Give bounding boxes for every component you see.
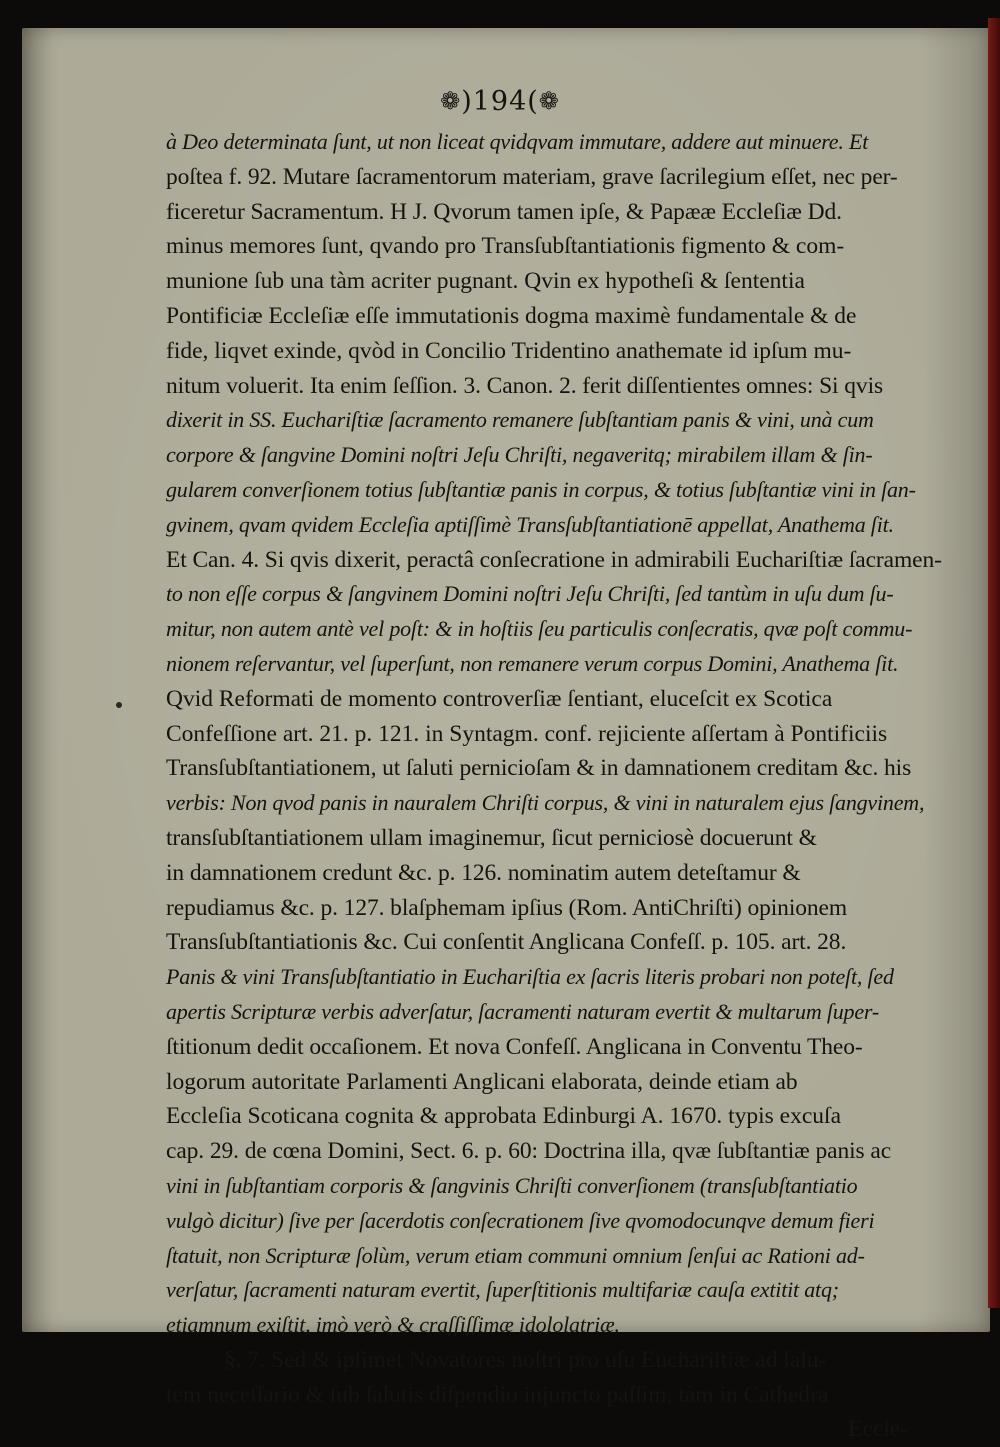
text-line: mitur, non autem antè vel poſt: & in hoſtiis ſeu particulis conſecratis, qvæ poſt commu- [166, 616, 913, 642]
text-line: Pontificiæ Eccleſiæ eſſe immutationis dogma maximè fundamentale & de [166, 302, 857, 329]
text-line: ficeretur Sacramentum. H J. Qvorum tamen ipſe, & Papææ Eccleſiæ Dd. [166, 198, 842, 225]
gutter-shadow [22, 28, 52, 1332]
text-line: in damnationem credunt &c. p. 126. nominatim autem deteſtamur & [166, 859, 801, 886]
text-line: Transſubſtantiationis &c. Cui conſentit Anglicana Confeſſ. p. 105. art. 28. [166, 929, 847, 956]
text-line: vulgò dicitur) ſive per ſacerdotis conſecrationem ſive qvomodocunqve demum fieri [166, 1207, 875, 1233]
page-header [0, 86, 1000, 117]
text-line: §. 7. Sed & ipſimet Novatores noſtri pro uſu Euchariſtiæ ad ſalu- [224, 1346, 827, 1373]
page-number: )194( [461, 86, 539, 117]
text-line: cap. 29. de cœna Domini, Sect. 6. p. 60: Doctrina illa, qvæ ſubſtantiæ panis ac [166, 1138, 892, 1165]
text-line: nitum voluerit. Ita enim ſeſſion. 3. Canon. 2. ferit diſſentientes omnes: Si qvis [166, 372, 884, 399]
text-line: verbis: Non qvod panis in nauralem Chriſti corpus, & vini in naturalem ejus ſangvinem, [166, 790, 925, 816]
text-line: nionem reſervantur, vel ſuperſunt, non remanere verum corpus Domini, Anathema ſit. [166, 650, 899, 676]
text-line: verſatur, ſacramenti naturam evertit, ſuperſtitionis multifariæ cauſa extitit atq; [166, 1277, 839, 1303]
ornament-left-icon: ❁ [440, 87, 462, 115]
text-line: repudiamus &c. p. 127. blaſphemam ipſius (Rom. AntiChriſti) opinionem [166, 894, 848, 921]
binding-edge [988, 18, 1000, 1308]
text-line: minus memores ſunt, qvando pro Transſubſtantiationis figmento & com- [166, 233, 845, 260]
text-line: etiamnum exiſtit, imò verò & craſſiſſimæ idololatriæ. [166, 1312, 620, 1338]
text-line: fide, liqvet exinde, qvòd in Concilio Tridentino anathemate id ipſum mu- [166, 337, 852, 364]
text-line: munione ſub una tàm acriter pugnant. Qvin ex hypotheſi & ſententia [166, 268, 805, 295]
text-line: Confeſſione art. 21. p. 121. in Syntagm. conf. rejiciente aſſertam à Pontificiis [166, 720, 888, 747]
text-line: Qvid Reformati de momento controverſiæ ſentiant, eluceſcit ex Scotica [166, 685, 833, 712]
ornament-right-icon: ❁ [538, 87, 560, 115]
text-line: Eccleſia Scoticana cognita & approbata Edinburgi A. 1670. typis excuſa [166, 1103, 841, 1130]
page-body-text [166, 125, 942, 1447]
text-line: corpore & ſangvine Domini noſtri Jeſu Chriſti, negaveritq; mirabilem illam & ſin- [166, 442, 873, 468]
catchword: Eccle- [847, 1416, 908, 1443]
text-line: à Deo determinata ſunt, ut non liceat qvidqvam immutare, addere aut minuere. Et [166, 129, 869, 154]
text-line: gvinem, qvam qvidem Eccleſia aptiſſimè Transſubſtantiationē appellat, Anathema ſit. [166, 511, 894, 537]
text-line: ſtitionum dedit occaſionem. Et nova Confeſſ. Anglicana in Conventu Theo- [166, 1033, 863, 1060]
text-line: Et Can. 4. Si qvis dixerit, peractâ conſecratione in admirabili Euchariſtiæ ſacramen- [166, 546, 942, 573]
text-line: poſtea f. 92. Mutare ſacramentorum materiam, grave ſacrilegium eſſet, nec per- [166, 163, 898, 190]
text-line: transſubſtantiationem ullam imaginemur, ſicut perniciosè docuerunt & [166, 824, 817, 851]
text-line: ſtatuit, non Scripturæ ſolùm, verum etiam communi omnium ſenſui ac Rationi ad- [166, 1242, 865, 1268]
text-line: dixerit in SS. Euchariſtiæ ſacramento remanere ſubſtantiam panis & vini, unà cum [166, 407, 874, 433]
ink-speck [116, 702, 122, 708]
text-line: logorum autoritate Parlamenti Anglicani elaborata, deinde etiam ab [166, 1068, 798, 1095]
text-line: apertis Scripturæ verbis adverſatur, ſacramenti naturam evertit & multarum ſuper- [166, 998, 879, 1024]
text-line: Transſubſtantiationem, ut ſaluti pernicioſam & in damnationem creditam &c. his [166, 755, 912, 782]
text-line: Panis & vini Transſubſtantiatio in Euchariſtia ex ſacris literis probari non poteſt, ſed [166, 964, 894, 990]
text-line: gularem converſionem totius ſubſtantiæ panis in corpus, & totius ſubſtantiæ vini in ſan- [166, 476, 916, 502]
text-line: to non eſſe corpus & ſangvinem Domini noſtri Jeſu Chriſti, ſed tantùm in uſu dum ſu- [166, 581, 894, 607]
text-line: vini in ſubſtantiam corporis & ſangvinis Chriſti converſionem (transſubſtantiatio [166, 1172, 858, 1198]
text-line: tem neceſſario & ſub ſalutis diſpendio injuncto paſſim, tàm in Cathedra [166, 1381, 829, 1408]
